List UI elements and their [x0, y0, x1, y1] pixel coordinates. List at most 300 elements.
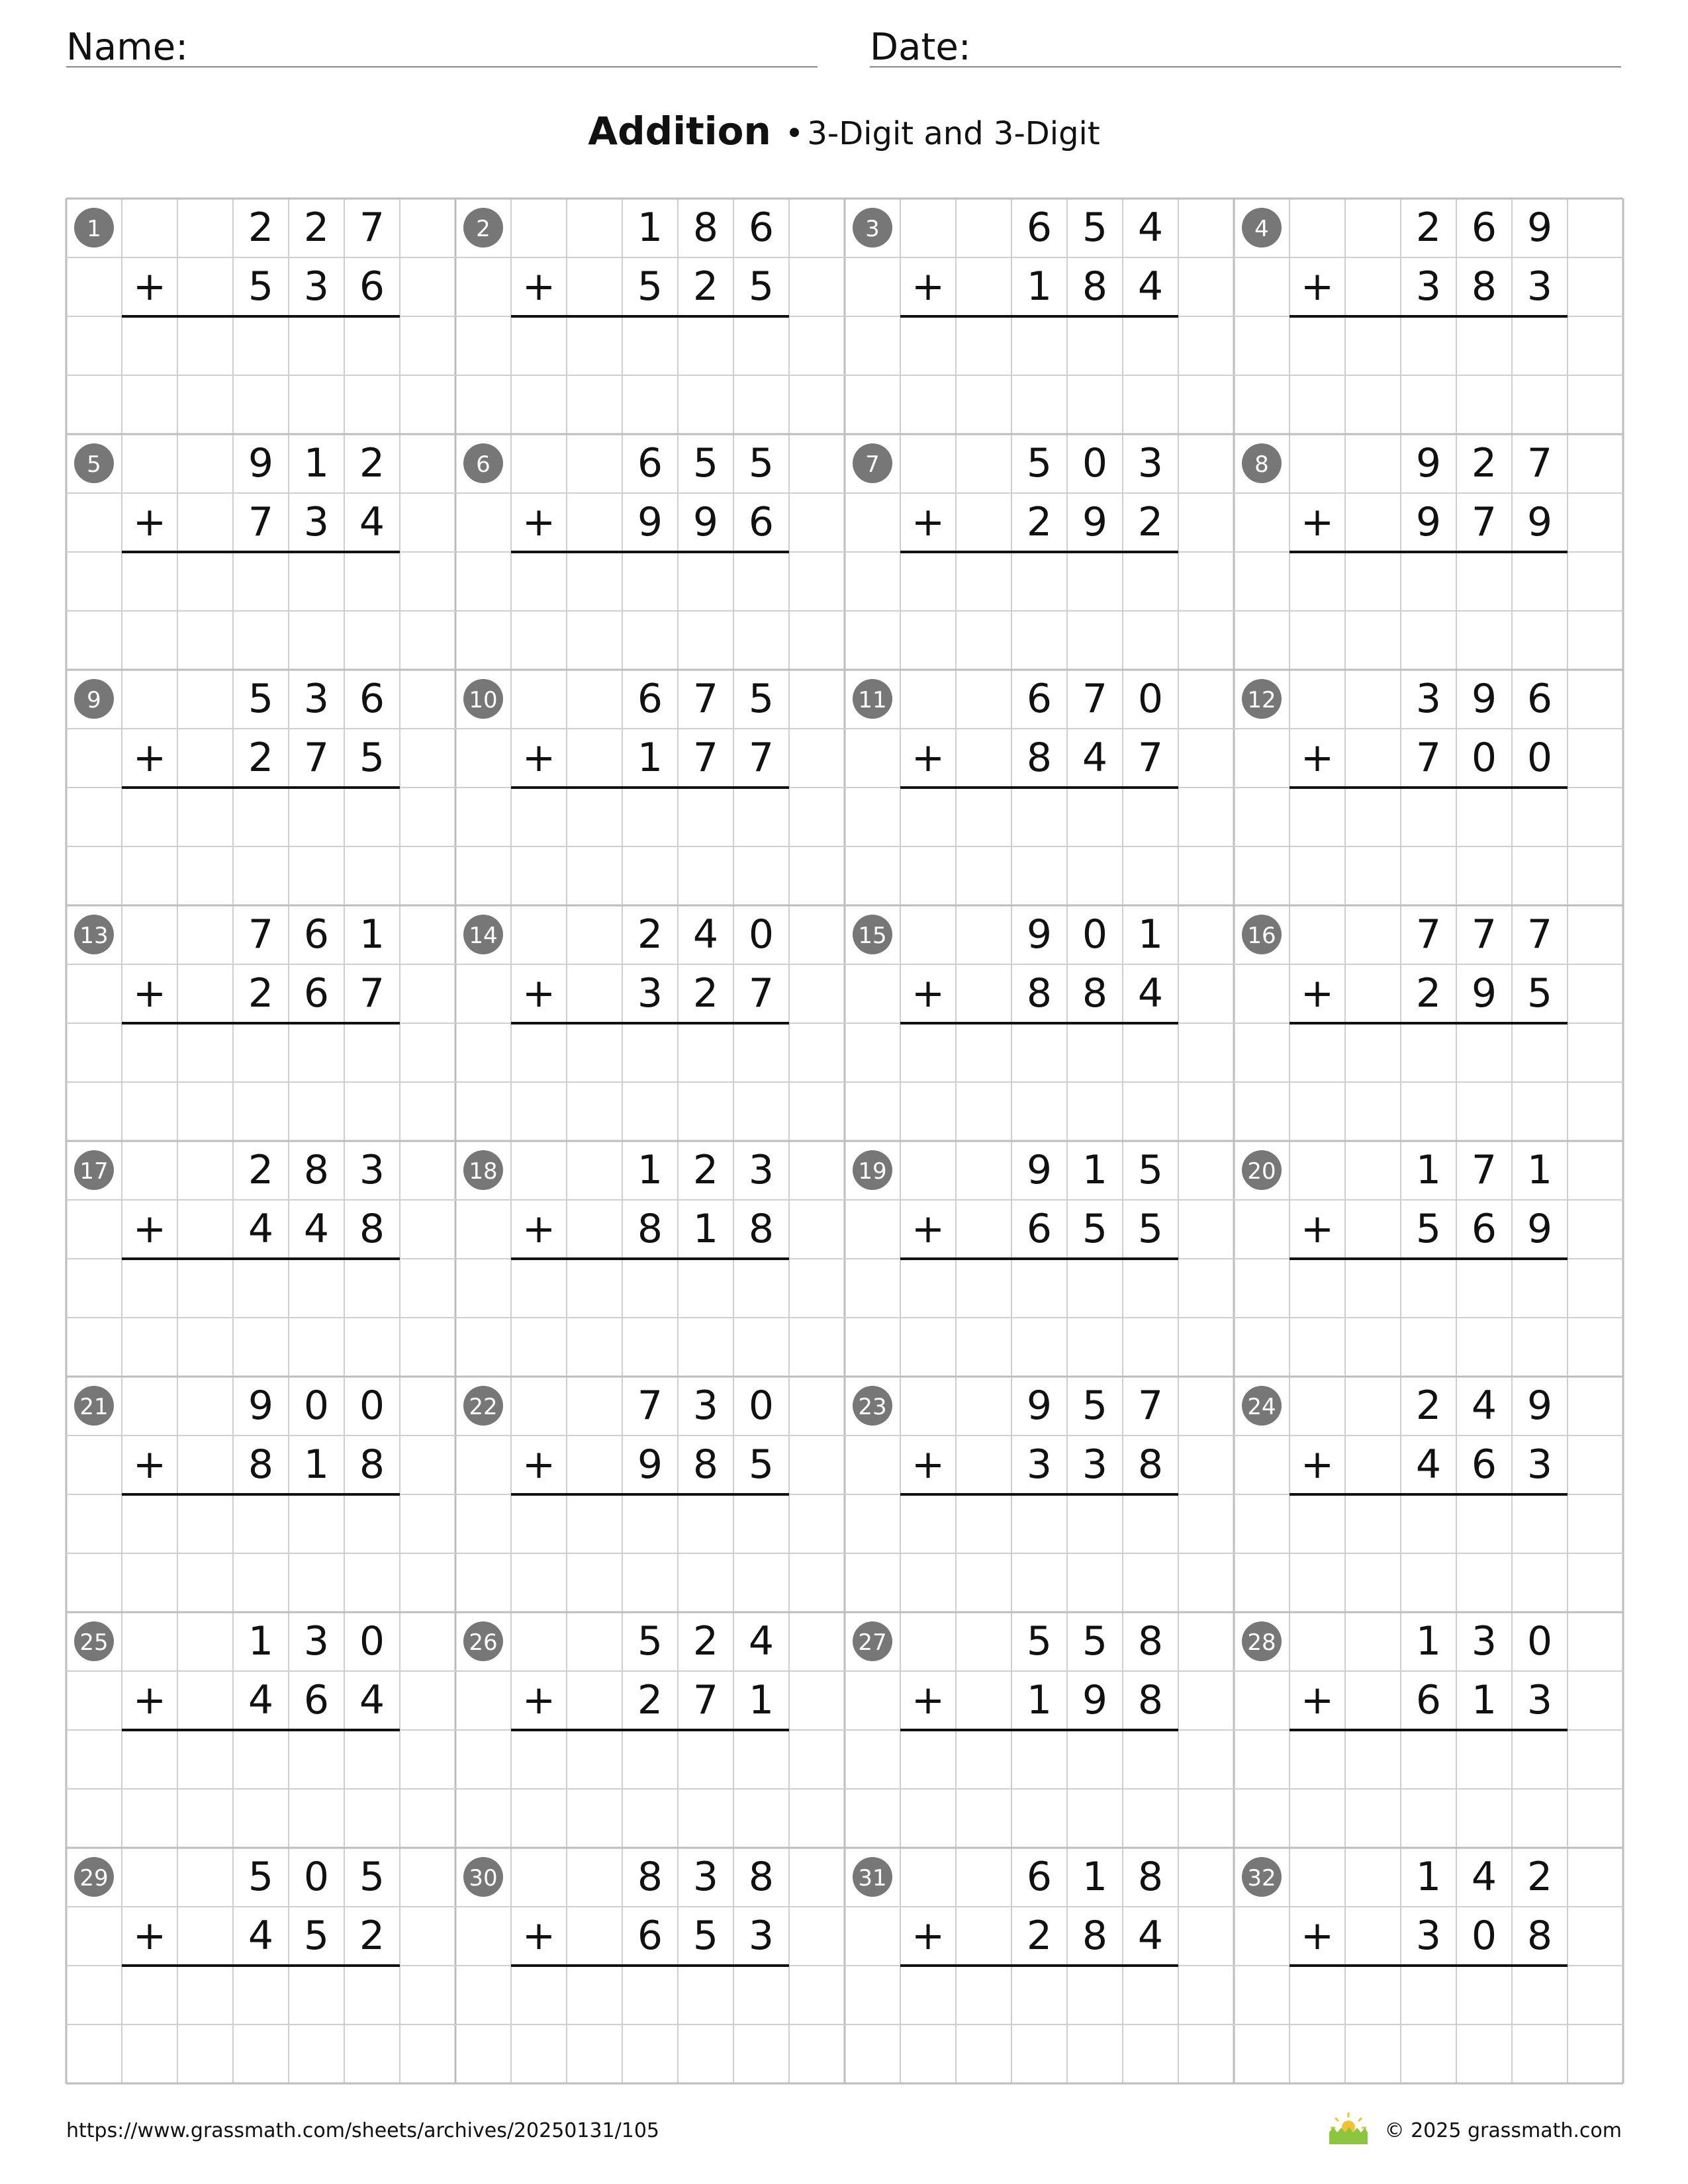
- plus-sign: +: [911, 499, 945, 545]
- answer-area[interactable]: [122, 1026, 400, 1138]
- problem-number: 15: [858, 923, 887, 949]
- digit: 7: [1415, 911, 1442, 958]
- digit: 8: [248, 1441, 274, 1488]
- digit: 2: [1415, 1383, 1442, 1429]
- digit: 5: [748, 676, 774, 722]
- digit: 5: [692, 1913, 719, 1959]
- digit: 2: [248, 1147, 274, 1193]
- digit: 9: [1526, 1206, 1553, 1252]
- answer-area[interactable]: [900, 1497, 1178, 1610]
- problem-number: 32: [1247, 1865, 1276, 1891]
- digit: 5: [303, 1913, 330, 1959]
- problem-number: 26: [469, 1629, 498, 1656]
- title-main: Addition: [588, 109, 771, 154]
- problem-number: 29: [79, 1865, 109, 1891]
- problem-4: [1242, 205, 1568, 432]
- problem-25: [74, 1618, 400, 1845]
- problem-17: [74, 1147, 400, 1374]
- footer-copyright: © 2025 grassmath.com: [1384, 2119, 1622, 2142]
- digit: 3: [1526, 263, 1553, 310]
- title-sub: 3-Digit and 3-Digit: [807, 115, 1100, 152]
- problem-number: 27: [858, 1629, 887, 1656]
- answer-area[interactable]: [1289, 319, 1568, 432]
- digit: 0: [748, 911, 774, 958]
- digit: 7: [359, 970, 385, 1017]
- answer-area[interactable]: [511, 1968, 789, 2081]
- digit: 7: [637, 1383, 663, 1429]
- problem-27: [853, 1618, 1178, 1845]
- digit: 3: [692, 1854, 719, 1900]
- digit: 8: [1137, 1441, 1164, 1488]
- problem-10: [463, 676, 789, 903]
- digit: 5: [637, 263, 663, 310]
- digit: 4: [248, 1677, 274, 1723]
- digit: 5: [248, 1854, 274, 1900]
- digit: 7: [1082, 676, 1108, 722]
- digit: 6: [1526, 676, 1553, 722]
- digit: 6: [1415, 1677, 1442, 1723]
- digit: 4: [248, 1913, 274, 1959]
- answer-area[interactable]: [122, 319, 400, 432]
- digit: 8: [359, 1206, 385, 1252]
- problem-number: 4: [1254, 216, 1269, 242]
- problem-30: [463, 1854, 789, 2081]
- digit: 0: [1137, 676, 1164, 722]
- problem-number: 30: [469, 1865, 498, 1891]
- answer-area[interactable]: [1289, 1261, 1568, 1374]
- problem-3: [853, 205, 1178, 432]
- problem-number: 16: [1247, 923, 1276, 949]
- problem-number: 31: [858, 1865, 887, 1891]
- digit: 8: [1526, 1913, 1553, 1959]
- digit: 9: [1526, 1383, 1553, 1429]
- problem-number: 11: [858, 687, 887, 713]
- digit: 6: [1026, 205, 1053, 251]
- digit: 2: [359, 1913, 385, 1959]
- digit: 8: [637, 1854, 663, 1900]
- problem-31: [853, 1854, 1178, 2081]
- digit: 1: [637, 735, 663, 781]
- digit: 9: [692, 499, 719, 545]
- problem-number: 14: [469, 923, 498, 949]
- answer-area[interactable]: [900, 1733, 1178, 1845]
- problem-19: [853, 1147, 1178, 1374]
- problem-11: [853, 676, 1178, 903]
- digit: 1: [637, 205, 663, 251]
- digit: 3: [1526, 1441, 1553, 1488]
- digit: 5: [248, 676, 274, 722]
- answer-area[interactable]: [511, 1733, 789, 1845]
- digit: 4: [303, 1206, 330, 1252]
- answer-area[interactable]: [122, 1733, 400, 1845]
- answer-area[interactable]: [900, 790, 1178, 903]
- digit: 8: [692, 1441, 719, 1488]
- answer-area[interactable]: [900, 1968, 1178, 2081]
- problem-number: 19: [858, 1158, 887, 1185]
- digit: 6: [303, 911, 330, 958]
- digit: 5: [1082, 205, 1108, 251]
- problem-number: 1: [87, 216, 101, 242]
- digit: 5: [1082, 1206, 1108, 1252]
- digit: 6: [748, 499, 774, 545]
- digit: 2: [1026, 1913, 1053, 1959]
- digit: 4: [748, 1618, 774, 1664]
- digit: 0: [303, 1854, 330, 1900]
- digit: 2: [1137, 499, 1164, 545]
- answer-area[interactable]: [511, 555, 789, 667]
- digit: 5: [1082, 1383, 1108, 1429]
- digit: 2: [692, 1147, 719, 1193]
- problem-18: [463, 1147, 789, 1374]
- answer-area[interactable]: [1289, 1497, 1568, 1610]
- problem-number: 5: [87, 451, 101, 478]
- digit: 3: [1082, 1441, 1108, 1488]
- plus-sign: +: [522, 735, 556, 781]
- digit: 6: [1026, 1206, 1053, 1252]
- plus-sign: +: [1300, 1206, 1335, 1252]
- plus-sign: +: [522, 1913, 556, 1959]
- digit: 9: [1082, 499, 1108, 545]
- plus-sign: +: [911, 263, 945, 310]
- answer-area[interactable]: [122, 555, 400, 667]
- problem-number: 20: [1247, 1158, 1276, 1185]
- digit: 8: [637, 1206, 663, 1252]
- digit: 3: [1415, 1913, 1442, 1959]
- problem-26: [463, 1618, 789, 1845]
- digit: 3: [359, 1147, 385, 1193]
- digit: 0: [1471, 735, 1497, 781]
- answer-area[interactable]: [511, 1261, 789, 1374]
- digit: 7: [359, 205, 385, 251]
- digit: 1: [1526, 1147, 1553, 1193]
- digit: 5: [1137, 1206, 1164, 1252]
- digit: 8: [1026, 735, 1053, 781]
- plus-sign: +: [132, 263, 167, 310]
- digit: 9: [1026, 1147, 1053, 1193]
- problem-21: [74, 1383, 400, 1610]
- digit: 0: [1082, 911, 1108, 958]
- digit: 2: [248, 735, 274, 781]
- answer-area[interactable]: [122, 1261, 400, 1374]
- digit: 9: [248, 440, 274, 486]
- problem-23: [853, 1383, 1178, 1610]
- plus-sign: +: [1300, 1677, 1335, 1723]
- digit: 6: [637, 440, 663, 486]
- digit: 1: [1415, 1147, 1442, 1193]
- digit: 9: [1026, 1383, 1053, 1429]
- plus-sign: +: [1300, 1913, 1335, 1959]
- digit: 9: [248, 1383, 274, 1429]
- digit: 6: [359, 263, 385, 310]
- digit: 6: [1471, 1441, 1497, 1488]
- problem-8: [1242, 440, 1568, 667]
- plus-sign: +: [911, 735, 945, 781]
- plus-sign: +: [132, 1677, 167, 1723]
- digit: 3: [637, 970, 663, 1017]
- digit: 0: [748, 1383, 774, 1429]
- digit: 5: [359, 735, 385, 781]
- digit: 7: [1526, 911, 1553, 958]
- problem-16: [1242, 911, 1568, 1138]
- digit: 1: [303, 1441, 330, 1488]
- problem-number: 18: [469, 1158, 498, 1185]
- digit: 3: [303, 263, 330, 310]
- problem-5: [74, 440, 400, 667]
- digit: 7: [692, 1677, 719, 1723]
- answer-area[interactable]: [1289, 1026, 1568, 1138]
- digit: 3: [1526, 1677, 1553, 1723]
- digit: 1: [303, 440, 330, 486]
- digit: 7: [1471, 499, 1497, 545]
- digit: 4: [1415, 1441, 1442, 1488]
- digit: 4: [1137, 970, 1164, 1017]
- digit: 3: [303, 676, 330, 722]
- digit: 8: [1137, 1618, 1164, 1664]
- digit: 2: [637, 911, 663, 958]
- digit: 3: [692, 1383, 719, 1429]
- digit: 7: [248, 499, 274, 545]
- digit: 1: [1137, 911, 1164, 958]
- digit: 7: [692, 735, 719, 781]
- digit: 1: [359, 911, 385, 958]
- digit: 4: [1137, 263, 1164, 310]
- digit: 7: [248, 911, 274, 958]
- digit: 2: [248, 205, 274, 251]
- digit: 3: [748, 1913, 774, 1959]
- problem-number: 28: [1247, 1629, 1276, 1656]
- title-separator: •: [784, 115, 804, 152]
- digit: 0: [1526, 1618, 1553, 1664]
- plus-sign: +: [522, 1677, 556, 1723]
- digit: 2: [359, 440, 385, 486]
- plus-sign: +: [1300, 970, 1335, 1017]
- digit: 7: [748, 735, 774, 781]
- digit: 2: [1415, 205, 1442, 251]
- answer-area[interactable]: [1289, 1733, 1568, 1845]
- digit: 1: [748, 1677, 774, 1723]
- digit: 9: [1526, 205, 1553, 251]
- digit: 9: [1415, 499, 1442, 545]
- digit: 2: [1026, 499, 1053, 545]
- digit: 8: [1082, 263, 1108, 310]
- digit: 2: [637, 1677, 663, 1723]
- answer-area[interactable]: [122, 1497, 400, 1610]
- plus-sign: +: [132, 1913, 167, 1959]
- problem-number: 6: [476, 451, 491, 478]
- digit: 8: [303, 1147, 330, 1193]
- digit: 1: [1415, 1854, 1442, 1900]
- answer-area[interactable]: [1289, 790, 1568, 903]
- footer-url[interactable]: https://www.grassmath.com/sheets/archives/20250131/105: [66, 2119, 660, 2142]
- digit: 0: [303, 1383, 330, 1429]
- digit: 6: [1471, 205, 1497, 251]
- plus-sign: +: [911, 1441, 945, 1488]
- digit: 0: [359, 1383, 385, 1429]
- plus-sign: +: [522, 1441, 556, 1488]
- digit: 8: [1137, 1854, 1164, 1900]
- digit: 9: [1415, 440, 1442, 486]
- plus-sign: +: [522, 263, 556, 310]
- plus-sign: +: [911, 1206, 945, 1252]
- problem-number: 7: [865, 451, 880, 478]
- digit: 9: [1082, 1677, 1108, 1723]
- digit: 7: [748, 970, 774, 1017]
- digit: 5: [748, 1441, 774, 1488]
- answer-area[interactable]: [900, 555, 1178, 667]
- digit: 1: [1082, 1147, 1108, 1193]
- problem-number: 17: [79, 1158, 109, 1185]
- digit: 2: [303, 205, 330, 251]
- answer-area[interactable]: [511, 319, 789, 432]
- digit: 3: [1415, 676, 1442, 722]
- digit: 9: [1026, 911, 1053, 958]
- digit: 1: [1026, 263, 1053, 310]
- digit: 6: [1026, 1854, 1053, 1900]
- digit: 2: [1415, 970, 1442, 1017]
- answer-area[interactable]: [122, 1968, 400, 2081]
- digit: 5: [248, 263, 274, 310]
- digit: 2: [692, 1618, 719, 1664]
- digit: 9: [1526, 499, 1553, 545]
- digit: 4: [1082, 735, 1108, 781]
- digit: 1: [1026, 1677, 1053, 1723]
- digit: 7: [1471, 1147, 1497, 1193]
- digit: 8: [1026, 970, 1053, 1017]
- digit: 4: [1471, 1383, 1497, 1429]
- problem-number: 22: [469, 1394, 498, 1420]
- digit: 5: [1526, 970, 1553, 1017]
- problem-24: [1242, 1383, 1568, 1610]
- answer-area[interactable]: [1289, 555, 1568, 667]
- problem-32: [1242, 1854, 1568, 2081]
- digit: 0: [1082, 440, 1108, 486]
- problem-number: 3: [865, 216, 880, 242]
- name-label: Name:: [66, 26, 189, 69]
- digit: 4: [1137, 205, 1164, 251]
- digit: 1: [692, 1206, 719, 1252]
- digit: 1: [1415, 1618, 1442, 1664]
- problem-2: [463, 205, 789, 432]
- digit: 5: [748, 440, 774, 486]
- digit: 2: [1471, 440, 1497, 486]
- plus-sign: +: [132, 499, 167, 545]
- plus-sign: +: [132, 970, 167, 1017]
- digit: 1: [248, 1618, 274, 1664]
- plus-sign: +: [522, 1206, 556, 1252]
- answer-area[interactable]: [900, 1261, 1178, 1374]
- digit: 4: [359, 1677, 385, 1723]
- plus-sign: +: [911, 1677, 945, 1723]
- digit: 8: [748, 1206, 774, 1252]
- digit: 1: [1082, 1854, 1108, 1900]
- digit: 5: [1026, 1618, 1053, 1664]
- digit: 7: [1137, 735, 1164, 781]
- plus-sign: +: [132, 1206, 167, 1252]
- problem-13: [74, 911, 400, 1138]
- problem-1: [74, 205, 400, 432]
- grass-sun-logo-icon: [1325, 2110, 1372, 2147]
- digit: 6: [748, 205, 774, 251]
- problem-22: [463, 1383, 789, 1610]
- digit: 4: [359, 499, 385, 545]
- digit: 4: [248, 1206, 274, 1252]
- digit: 6: [303, 970, 330, 1017]
- digit: 9: [637, 499, 663, 545]
- digit: 4: [692, 911, 719, 958]
- problem-28: [1242, 1618, 1568, 1845]
- digit: 9: [1471, 676, 1497, 722]
- answer-area[interactable]: [511, 1497, 789, 1610]
- answer-area[interactable]: [900, 1026, 1178, 1138]
- plus-sign: +: [132, 1441, 167, 1488]
- problems: [74, 205, 1568, 2081]
- answer-area[interactable]: [511, 790, 789, 903]
- digit: 5: [637, 1618, 663, 1664]
- digit: 8: [1137, 1677, 1164, 1723]
- answer-area[interactable]: [122, 790, 400, 903]
- digit: 5: [1026, 440, 1053, 486]
- problem-number: 25: [79, 1629, 109, 1656]
- digit: 4: [1471, 1854, 1497, 1900]
- problem-12: [1242, 676, 1568, 903]
- digit: 6: [637, 676, 663, 722]
- problem-number: 23: [858, 1394, 887, 1420]
- plus-sign: +: [522, 970, 556, 1017]
- problem-6: [463, 440, 789, 667]
- problem-number: 2: [476, 216, 491, 242]
- problem-20: [1242, 1147, 1568, 1374]
- digit: 6: [359, 676, 385, 722]
- answer-area[interactable]: [511, 1026, 789, 1138]
- digit: 3: [1137, 440, 1164, 486]
- digit: 2: [1526, 1854, 1553, 1900]
- plus-sign: +: [1300, 1441, 1335, 1488]
- problem-7: [853, 440, 1178, 667]
- problem-number: 9: [87, 687, 101, 713]
- plus-sign: +: [132, 735, 167, 781]
- plus-sign: +: [911, 1913, 945, 1959]
- digit: 7: [1471, 911, 1497, 958]
- digit: 2: [692, 970, 719, 1017]
- answer-area[interactable]: [900, 319, 1178, 432]
- problem-14: [463, 911, 789, 1138]
- plus-sign: +: [522, 499, 556, 545]
- digit: 8: [748, 1854, 774, 1900]
- digit: 2: [692, 263, 719, 310]
- digit: 1: [1471, 1677, 1497, 1723]
- digit: 9: [1471, 970, 1497, 1017]
- digit: 0: [359, 1618, 385, 1664]
- digit: 1: [637, 1147, 663, 1193]
- digit: 5: [1137, 1147, 1164, 1193]
- plus-sign: +: [911, 970, 945, 1017]
- problem-number: 10: [469, 687, 498, 713]
- digit: 7: [1137, 1383, 1164, 1429]
- answer-area[interactable]: [1289, 1968, 1568, 2081]
- digit: 8: [1082, 970, 1108, 1017]
- digit: 3: [1471, 1618, 1497, 1664]
- digit: 7: [692, 676, 719, 722]
- digit: 2: [248, 970, 274, 1017]
- digit: 8: [1082, 1913, 1108, 1959]
- digit: 6: [1026, 676, 1053, 722]
- digit: 5: [359, 1854, 385, 1900]
- digit: 3: [303, 499, 330, 545]
- digit: 6: [637, 1913, 663, 1959]
- digit: 0: [1471, 1913, 1497, 1959]
- digit: 5: [692, 440, 719, 486]
- problem-number: 24: [1247, 1394, 1276, 1420]
